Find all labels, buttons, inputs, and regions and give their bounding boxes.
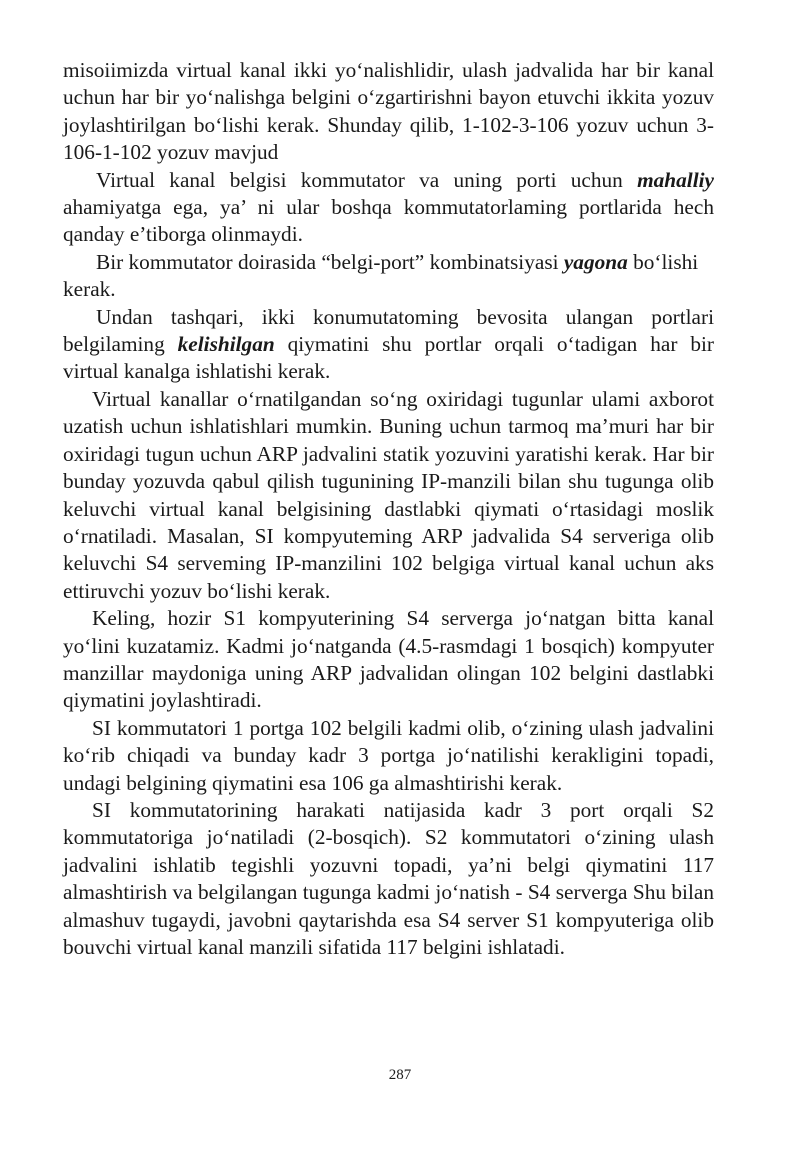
paragraph-2-text-before: Virtual kanal belgisi kommutator va uning porti uchun: [96, 167, 638, 192]
paragraph-2-text-after: ahamiyatga ega, ya’ ni ular boshqa kommutatorlaming portlarida hech qanday e’tiborga olinmaydi.: [63, 195, 714, 247]
paragraph-6: Keling, hozir S1 kompyuterining S4 serverga jo‘natgan bitta kanal yo‘lini kuzatamiz. Kadmi jo‘natganda (4.5-rasmdagi 1 bosqich) kompyuter manzillar maydoniga uning ARP jadvalidan olingan 102 belgini dastlabki qiymatini joylashtiradi.: [63, 606, 714, 713]
paragraph-3-text-after: bo‘lishi kerak.: [63, 249, 699, 302]
paragraph-8: SI kommutatorining harakati natijasida kadr 3 port orqali S2 kommutatoriga jo‘natiladi (2-bosqich). S2 kommutatori o‘zining ulash jadvalini ishlatib tegishli yozuvni topadi, ya’ni belgi qiymatini 117 almashtirish va belgilangan tugunga kadmi jo‘natish - S4 serverga Shu bilan almashuv tugaydi, javobni qaytarishda esa S4 server S1 kompyuteriga olib bouvchi virtual kanal manzili sifatida 117 belgini ishlatadi.: [63, 797, 714, 959]
emphasis-yagona: yagona: [563, 249, 628, 274]
paragraph-3: [63, 249, 714, 304]
page-body: [63, 57, 714, 961]
paragraph-5: Virtual kanallar o‘rnatilgandan so‘ng oxiridagi tugunlar ulami axborot uzatish uchun ishlatishlari mumkin. Buning uchun tarmoq ma’muri har bir oxiridagi tugun uchun ARP jadvalini statik yozuvini yaratishi kerak. Har bir bunday yozuvda qabul qilish tugunining IP-manzili bilan shu tugunga olib keluvchi virtual kanal belgisining dastlabki qiymati o‘rtasidagi moslik o‘rnatiladi. Masalan, SI kompyuteming ARP jadvalida S4 serveriga olib keluvchi S4 serveming IP-manzilini 102 belgiga virtual kanal uchun aks ettiruvchi yozuv bo‘lishi kerak.: [63, 386, 714, 603]
page-number: 287: [388, 1067, 412, 1083]
emphasis-kelishilgan: kelishilgan: [177, 332, 275, 357]
paragraph-4: [63, 304, 714, 386]
paragraph-3-text-before: Bir kommutator doirasida “belgi-port” kombinatsiyasi: [96, 249, 564, 274]
paragraph-4-text-after: qiymatini shu portlar orqali o‘tadigan har bir virtual kanalga ishlatishi kerak.: [63, 332, 714, 384]
paragraph-7: SI kommutatori 1 portga 102 belgili kadmi olib, o‘zining ulash jadvalini ko‘rib chiqadi va bunday kadr 3 portga jo‘natilishi kerakligini topadi, undagi belgining qiymatini esa 106 ga almashtirishi kerak.: [63, 715, 714, 795]
paragraph-4-text-before: Undan tashqari, ikki konumutatoming bevosita ulangan portlari belgilaming: [63, 304, 714, 357]
paragraph-1: misoiimizda virtual kanal ikki yo‘nalishlidir, ulash jadvalida har bir kanal uchun har bir yo‘nalishga belgini o‘zgartirishni bayon etuvchi ikkita yozuv joylashtirilgan bo‘lishi kerak. Shunday qilib, 1-102-3-106 yozuv uchun 3-106-1-102 yozuv mavjud: [63, 58, 714, 165]
paragraph-2: [63, 167, 714, 249]
emphasis-mahalliy: mahalliy: [637, 167, 714, 192]
